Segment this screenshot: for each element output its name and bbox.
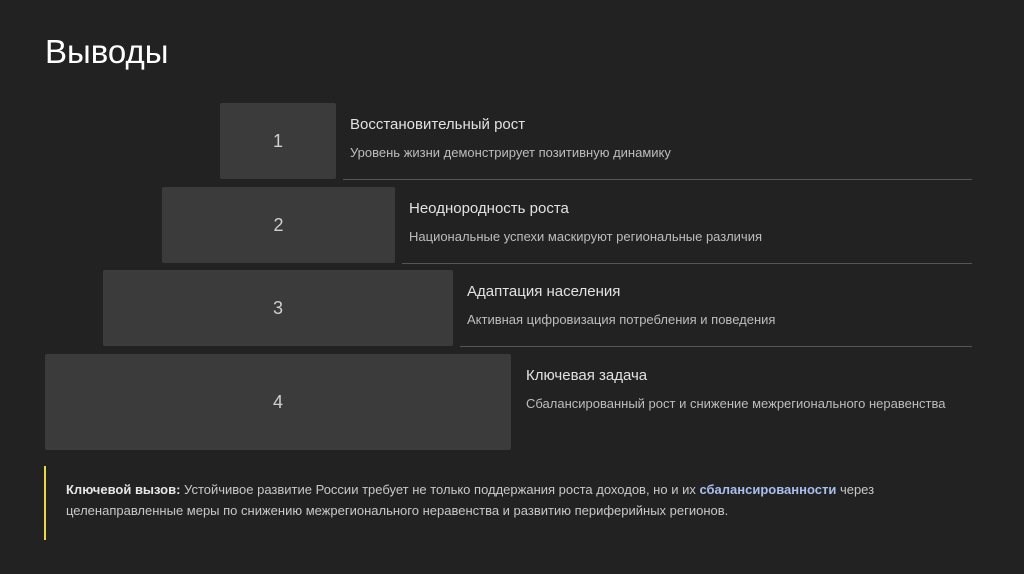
callout-text-after: через целенаправленные меры по снижению межрегионального неравенства и развитию периферийных регионов. (66, 482, 875, 518)
item-3-text (467, 282, 775, 329)
divider (460, 346, 972, 347)
page-title: Выводы (45, 33, 169, 70)
item-description: Сбалансированный рост и снижение межрегионального неравенства (526, 396, 946, 411)
pyramid-step-1 (220, 103, 336, 179)
step-number: 4 (272, 391, 283, 412)
callout-label: Ключевой вызов: (66, 482, 181, 497)
step-number: 2 (273, 214, 284, 235)
item-2-text (409, 199, 762, 246)
item-description: Активная цифровизация потребления и поведения (467, 312, 776, 327)
callout-text (66, 479, 966, 521)
step-number: 3 (272, 297, 283, 318)
callout-highlight: сбалансированности (699, 482, 837, 497)
pyramid-step-2 (162, 187, 395, 263)
pyramid-step-4 (45, 354, 511, 450)
key-challenge-callout (44, 466, 976, 540)
item-title: Адаптация населения (467, 283, 621, 300)
item-title: Неоднородность роста (409, 200, 569, 217)
step-number: 1 (272, 130, 283, 151)
pyramid-step-3 (103, 270, 453, 346)
item-description: Уровень жизни демонстрирует позитивную динамику (350, 145, 671, 160)
item-title: Восстановительный рост (350, 116, 526, 133)
item-4-text (526, 366, 945, 413)
item-title: Ключевая задача (526, 367, 648, 384)
divider (402, 263, 972, 264)
item-1-text (350, 115, 671, 162)
item-description: Национальные успехи маскируют региональные различия (409, 229, 763, 244)
callout-text-before: Устойчивое развитие России требует не только поддержания роста доходов, но и их (180, 482, 700, 497)
divider (343, 179, 972, 180)
